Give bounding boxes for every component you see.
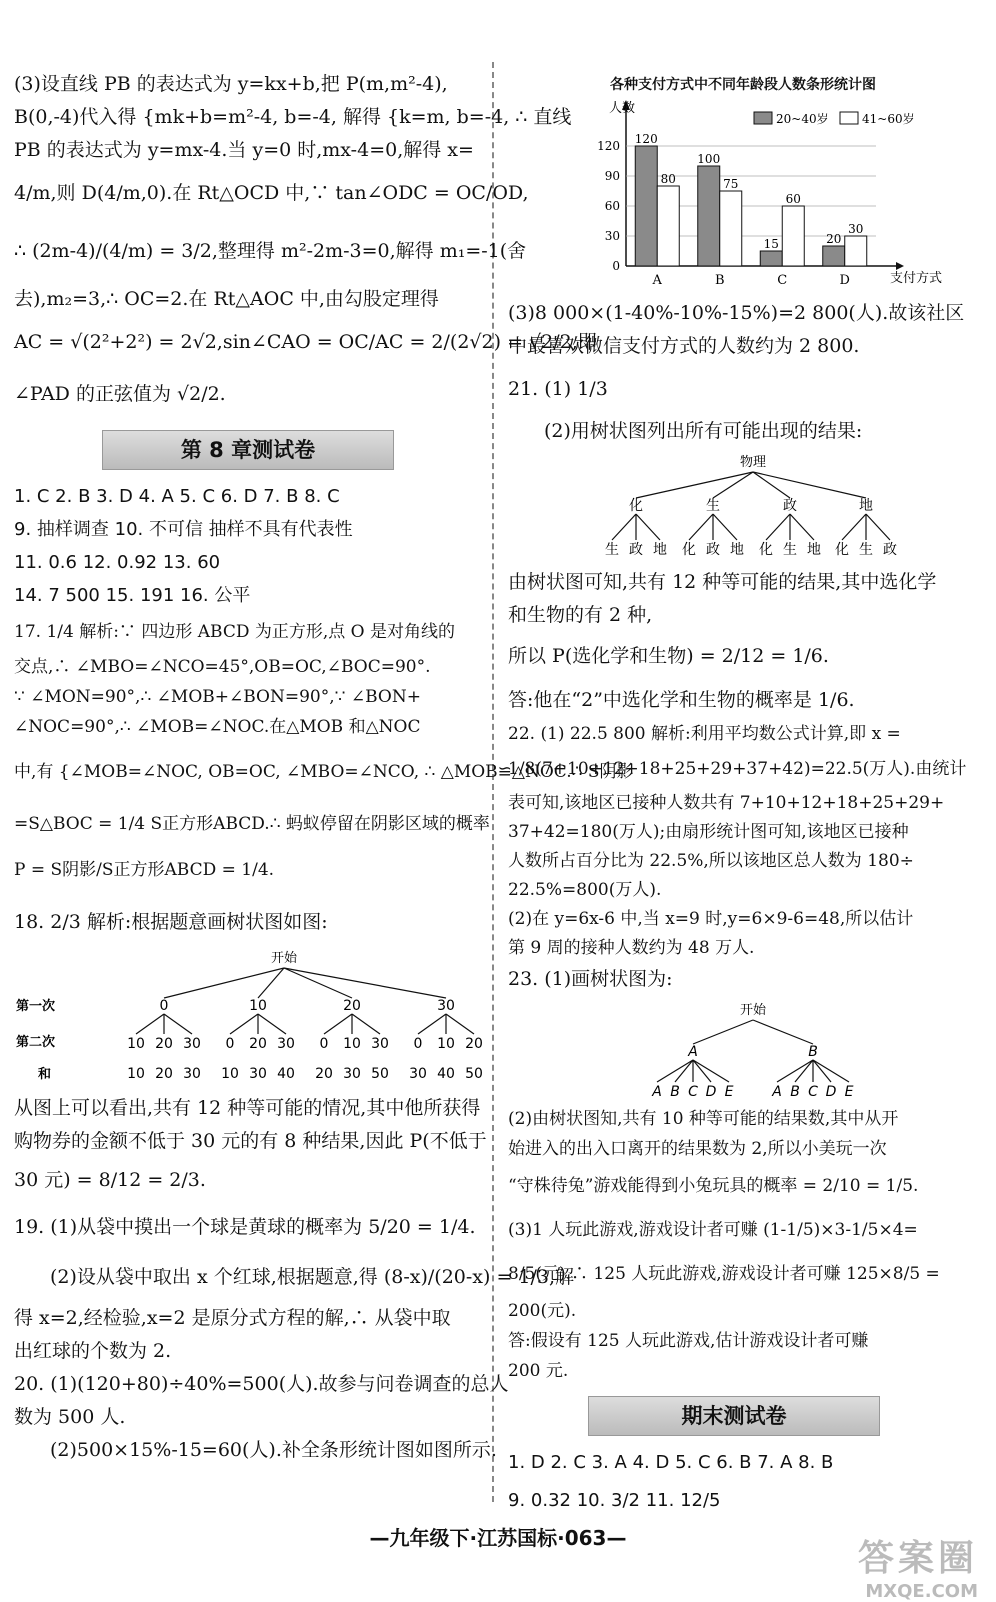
tree-node-level2: 化 — [835, 542, 849, 558]
chapter-test-banner: 第 8 章测试卷 — [102, 430, 394, 470]
tree-node-level2: A — [772, 1084, 782, 1100]
tree-branch — [352, 1014, 380, 1034]
tree-sum: 30 — [183, 1066, 201, 1082]
tree-row-label: 第二次 — [16, 1035, 56, 1050]
tree-branch — [713, 514, 737, 540]
text-line: “守株待兔”游戏能得到小兔玩具的概率 = 2/10 = 1/5. — [508, 1176, 919, 1196]
text-line: PB 的表达式为 y=mx-4.当 y=0 时,mx-4=0,解得 x= — [14, 139, 474, 161]
tree-node-level1: 30 — [437, 998, 455, 1014]
bar-value-label: 60 — [785, 192, 801, 206]
tree-node-level2: 0 — [225, 1036, 235, 1052]
tree-node-level2: 化 — [759, 542, 773, 558]
page-footer: —九年级下·江苏国标·063— — [369, 1526, 627, 1550]
tree-node-level2: 30 — [277, 1036, 295, 1052]
text-line: 交点,∴ ∠MBO=∠NCO=45°,OB=OC,∠BOC=90°. — [14, 657, 431, 677]
tree-sum: 30 — [409, 1066, 427, 1082]
legend-label: 41~60岁 — [862, 112, 915, 126]
text-line: 37+42=180(万人);由扇形统计图可知,该地区已接种 — [508, 822, 909, 842]
bar-value-label: 75 — [723, 177, 739, 191]
y-tick-label: 90 — [604, 169, 620, 183]
tree-node-level1: 20 — [343, 998, 361, 1014]
text-line: 购物券的金额不低于 30 元的有 8 种结果,因此 P(不低于 — [14, 1130, 487, 1152]
bar — [845, 236, 867, 266]
text-line: 22.5%=800(万人). — [508, 880, 662, 900]
text-line: (2)设从袋中取出 x 个红球,根据题意,得 (8-x)/(20-x) = 1/3,解 — [50, 1266, 575, 1288]
tree-branch — [795, 1060, 813, 1082]
text-line: 由树状图可知,共有 12 种等可能的结果,其中选化学 — [508, 571, 937, 593]
tree-sum: 30 — [343, 1066, 361, 1082]
y-tick-label: 60 — [604, 199, 620, 213]
tree-branch — [284, 968, 352, 998]
answer-list — [508, 1446, 978, 1523]
tree-diagram-23 — [508, 1000, 978, 1100]
tree-sum: 40 — [277, 1066, 295, 1082]
tree-branch — [766, 514, 790, 540]
text-line: 200 元. — [508, 1361, 569, 1381]
x-tick-label: C — [777, 273, 788, 288]
site-watermark — [858, 1530, 978, 1602]
answer-line: 1. C 2. B 3. D 4. A 5. C 6. D 7. B 8. C — [14, 486, 340, 507]
tree-node-level2: 生 — [783, 542, 797, 558]
text-line: ∴ (2m-4)/(4/m) = 3/2,整理得 m²-2m-3=0,解得 m₁=-1(舍 — [14, 240, 527, 262]
text-line: 答:假设有 125 人玩此游戏,估计游戏设计者可赚 — [508, 1331, 869, 1351]
tree-node-level1: 政 — [783, 498, 797, 514]
text-line: 答:他在“2”中选化学和生物的概率是 1/6. — [508, 689, 855, 711]
bar-value-label: 80 — [660, 172, 676, 186]
text-line: 17. 1/4 解析:∵ 四边形 ABCD 为正方形,点 O 是对角线的 — [14, 622, 456, 642]
tree-branch — [790, 514, 814, 540]
text-line: 8/5(元).∴ 125 人玩此游戏,游戏设计者可赚 125×8/5 = — [508, 1264, 940, 1284]
text-line: 30 元) = 8/12 = 2/3. — [14, 1169, 206, 1191]
tree-node-level2: 政 — [629, 542, 643, 558]
tree-sum: 10 — [221, 1066, 239, 1082]
bar — [760, 251, 782, 266]
answer-line: 9. 0.32 10. 3/2 11. 12/5 — [508, 1490, 721, 1511]
text-line: 从图上可以看出,共有 12 种等可能的情况,其中他所获得 — [14, 1097, 481, 1119]
q18-head: 18. 2/3 解析:根据题意画树状图如图: — [14, 911, 328, 933]
tree-branches — [127, 968, 483, 1082]
tree-node-level2: 0 — [319, 1036, 329, 1052]
tree-node-level1: 地 — [859, 498, 873, 514]
legend-swatch — [754, 112, 772, 124]
text-line: (2)用树状图列出所有可能出现的结果: — [544, 420, 863, 442]
tree-node-level2: 10 — [343, 1036, 361, 1052]
text-line: 200(元). — [508, 1301, 577, 1321]
tree-node-level2: B — [790, 1084, 800, 1100]
bar-value-label: 15 — [763, 237, 779, 251]
tree-node-level2: 10 — [127, 1036, 145, 1052]
final-test-banner: 期末测试卷 — [588, 1396, 880, 1436]
tree-branch — [284, 968, 446, 998]
tree-sum: 10 — [127, 1066, 145, 1082]
tree-node-level2: 地 — [653, 542, 667, 558]
tree-node-level2: 10 — [437, 1036, 455, 1052]
bar-value-label: 100 — [697, 152, 721, 166]
tree-branch — [866, 514, 890, 540]
tree-branch — [612, 514, 636, 540]
tree-branch — [693, 1020, 753, 1044]
q23-head: 23. (1)画树状图为: — [508, 968, 673, 990]
text-line: 20. (1)(120+80)÷40%=500(人).故参与问卷调查的总人 — [14, 1373, 509, 1395]
tree-node-level2: 20 — [249, 1036, 267, 1052]
tree-node-level2: E — [724, 1084, 734, 1100]
tree-node-level2: B — [670, 1084, 680, 1100]
tree-node-level2: 地 — [807, 542, 821, 558]
tree-node-level2: 30 — [183, 1036, 201, 1052]
y-tick-label: 120 — [597, 139, 620, 153]
tree-sum: 20 — [315, 1066, 333, 1082]
bar-value-label: 20 — [826, 232, 842, 246]
bar-chart — [508, 96, 978, 286]
text-line: 22. (1) 22.5 800 解析:利用平均数公式计算,即 x = — [508, 724, 901, 744]
tree-node-level2: 政 — [883, 542, 897, 558]
tree-diagram-21 — [508, 452, 978, 562]
tree-sum: 30 — [249, 1066, 267, 1082]
tree-branch — [258, 1014, 286, 1034]
tree-node-level2: D — [705, 1084, 717, 1100]
text-line: 数为 500 人. — [14, 1406, 126, 1428]
text-line: ∵ ∠MON=90°,∴ ∠MOB+∠BON=90°,∵ ∠BON+ — [14, 687, 421, 707]
text-line: 和生物的有 2 种, — [508, 604, 653, 626]
text-line: 出红球的个数为 2. — [14, 1340, 172, 1362]
y-tick-label: 30 — [604, 229, 620, 243]
text-line: 21. (1) 1/3 — [508, 378, 608, 400]
tree-node-level2: 20 — [155, 1036, 173, 1052]
tree-branch — [813, 1060, 849, 1082]
tree-branch — [230, 1014, 258, 1034]
text-line: (2)在 y=6x-6 中,当 x=9 时,y=6×9-6=48,所以估计 — [508, 909, 914, 929]
tree-sum: 40 — [437, 1066, 455, 1082]
tree-branch — [675, 1060, 693, 1082]
tree-root: 开始 — [270, 951, 298, 966]
x-tick-label: D — [839, 273, 850, 288]
tree-branch — [657, 1060, 693, 1082]
answer-line: 11. 0.6 12. 0.92 13. 60 — [14, 552, 221, 573]
tree-node-level2: 生 — [859, 542, 873, 558]
legend-swatch — [840, 112, 858, 124]
x-tick-label: A — [652, 273, 662, 288]
tree-branch — [813, 1060, 831, 1082]
tree-branch — [136, 1014, 164, 1034]
bar — [782, 206, 804, 266]
tree-branch — [164, 968, 284, 998]
tree-node-level2: C — [808, 1084, 818, 1100]
tree-node-level2: 0 — [413, 1036, 423, 1052]
tree-node-level1: 化 — [629, 498, 643, 514]
text-line: 中最喜欢微信支付方式的人数约为 2 800. — [508, 335, 860, 357]
x-tick-label: B — [714, 273, 725, 288]
q23-block — [508, 1104, 978, 1386]
tree-sum: 50 — [371, 1066, 389, 1082]
tree-node-level2: 30 — [371, 1036, 389, 1052]
text-line: ∠NOC=90°,∴ ∠MOB=∠NOC.在△MOB 和△NOC — [14, 717, 421, 737]
x-axis-arrow — [896, 262, 904, 270]
tree-sum: 50 — [465, 1066, 483, 1082]
answer-line: 9. 抽样调查 10. 不可信 抽样不具有代表性 — [14, 519, 353, 540]
tree-branch — [753, 1020, 813, 1044]
tree-branch — [164, 1014, 192, 1034]
text-line: 人数所占百分比为 22.5%,所以该地区总人数为 180÷ — [508, 851, 914, 871]
text-line: 4/m,则 D(4/m,0).在 Rt△OCD 中,∵ tan∠ODC = OC/OD, — [14, 182, 529, 204]
tree-row-label: 第一次 — [16, 999, 56, 1014]
text-line: (3)1 人玩此游戏,游戏设计者可赚 (1-1/5)×3-1/5×4= — [508, 1220, 918, 1240]
tree-branch — [446, 1014, 474, 1034]
tree-branch — [258, 968, 284, 998]
tree-root: 开始 — [739, 1003, 767, 1018]
tree-sum: 20 — [155, 1066, 173, 1082]
bar — [698, 166, 720, 266]
tree-branch — [693, 1060, 711, 1082]
chart-title: 各种支付方式中不同年龄段人数条形统计图 — [610, 77, 876, 93]
bar — [657, 186, 679, 266]
tree-node-level2: 20 — [465, 1036, 483, 1052]
tree-root: 物理 — [739, 455, 767, 470]
bar — [635, 146, 657, 266]
tree-branch — [689, 514, 713, 540]
text-line: AC = √(2²+2²) = 2√2,sin∠CAO = OC/AC = 2/(2√2) = √2/2,即 — [14, 331, 597, 353]
bar-value-label: 30 — [848, 222, 864, 236]
tree-diagram-18 — [14, 948, 483, 1088]
bar — [720, 191, 742, 266]
text-line: 1/8(7+10+12+18+25+29+37+42)=22.5(万人).由统计 — [508, 759, 967, 779]
tree-node-level1: B — [808, 1044, 818, 1060]
answer-line: 14. 7 500 15. 191 16. 公平 — [14, 585, 251, 606]
text-line: (3)设直线 PB 的表达式为 y=kx+b,把 P(m,m²-4), — [14, 73, 448, 95]
tree-branch — [753, 472, 866, 498]
text-line: (2)由树状图知,共有 10 种等可能的结果数,其中从开 — [508, 1109, 899, 1129]
right-column — [508, 78, 978, 1523]
tree-node-level1: A — [688, 1044, 698, 1060]
tree-branch — [418, 1014, 446, 1034]
tree-node-level2: 化 — [682, 542, 696, 558]
tree-branch — [777, 1060, 813, 1082]
text-line: 得 x=2,经检验,x=2 是原分式方程的解,∴ 从袋中取 — [14, 1307, 451, 1329]
tree-node-level2: 生 — [605, 542, 619, 558]
text-line: 中,有 {∠MOB=∠NOC, OB=OC, ∠MBO=∠NCO, ∴ △MOB≌△NOC.∴ S阴影 — [14, 762, 634, 782]
answer-list — [14, 480, 478, 612]
tree-node-level2: 地 — [730, 542, 744, 558]
tree-node-level1: 10 — [249, 998, 267, 1014]
bar-value-label: 120 — [634, 132, 658, 146]
text-line: 去),m₂=3,∴ OC=2.在 Rt△AOC 中,由勾股定理得 — [14, 288, 439, 310]
q22-block — [508, 720, 978, 963]
tree-node-level1: 生 — [706, 498, 720, 514]
tree-branches — [605, 472, 897, 558]
tree-node-level2: A — [652, 1084, 662, 1100]
text-line: 表可知,该地区已接种人数共有 7+10+12+18+25+29+ — [508, 793, 945, 813]
text-line: P = S阴影/S正方形ABCD = 1/4. — [14, 860, 275, 880]
x-axis-label: 支付方式 — [889, 271, 943, 286]
tree-node-level2: D — [825, 1084, 837, 1100]
legend-label: 20~40岁 — [776, 112, 829, 126]
tree-node-level2: 政 — [706, 542, 720, 558]
tree-branch — [842, 514, 866, 540]
y-axis-label: 人数 — [608, 101, 636, 116]
text-line: B(0,-4)代入得 {mk+b=m²-4, b=-4, 解得 {k=m, b=-4, ∴ 直线 — [14, 106, 572, 128]
tree-node-level1: 0 — [159, 998, 169, 1014]
tree-row-label: 和 — [38, 1067, 52, 1082]
watermark-logo-text: 答案圈 — [857, 1538, 978, 1579]
bar — [823, 246, 845, 266]
text-line: 所以 P(选化学和生物) = 2/12 = 1/6. — [508, 645, 829, 667]
tree-node-level2: E — [844, 1084, 854, 1100]
text-line: 19. (1)从袋中摸出一个球是黄球的概率为 5/20 = 1/4. — [14, 1216, 476, 1238]
tree-branch — [324, 1014, 352, 1034]
text-line: (3)8 000×(1-40%-10%-15%)=2 800(人).故该社区 — [508, 302, 965, 324]
tree-branch — [636, 514, 660, 540]
text-line: 始进入的出入口离开的结果数为 2,所以小美玩一次 — [508, 1139, 887, 1159]
watermark-url: MXQE.COM — [865, 1581, 978, 1602]
y-tick-label: 0 — [612, 259, 620, 273]
answer-line: 1. D 2. C 3. A 4. D 5. C 6. B 7. A 8. B — [508, 1452, 834, 1473]
tree-branch — [693, 1060, 729, 1082]
text-line: 第 9 周的接种人数约为 48 万人. — [508, 938, 755, 958]
text-line: ∠PAD 的正弦值为 √2/2. — [14, 383, 226, 405]
tree-node-level2: C — [688, 1084, 698, 1100]
text-line: (2)500×15%-15=60(人).补全条形统计图如图所示. — [50, 1439, 497, 1461]
tree-branches — [651, 1020, 853, 1100]
text-line: =S△BOC = 1/4 S正方形ABCD.∴ 蚂蚁停留在阴影区域的概率 — [14, 814, 490, 834]
tree-branch — [636, 472, 753, 498]
